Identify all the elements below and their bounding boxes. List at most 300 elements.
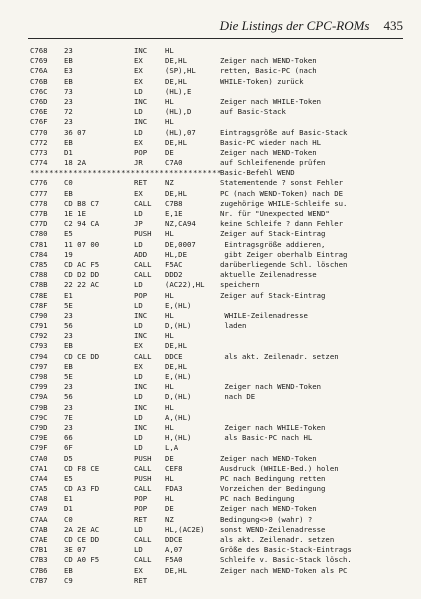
mnemonic: JP bbox=[134, 219, 143, 229]
listing-line bbox=[30, 413, 410, 423]
opcode-bytes: 73 bbox=[64, 86, 73, 96]
operand: DE bbox=[165, 504, 174, 514]
opcode-bytes: 23 bbox=[64, 310, 73, 320]
listing-line bbox=[30, 566, 410, 576]
comment: Basic-PC wieder nach HL bbox=[220, 137, 322, 147]
address: C784 bbox=[30, 249, 48, 259]
comment: retten, Basic-PC (nach bbox=[220, 66, 317, 76]
operand: E,(HL) bbox=[165, 300, 192, 310]
listing-line bbox=[30, 352, 410, 362]
operand: E,1E bbox=[165, 209, 183, 218]
mnemonic: LD bbox=[134, 107, 143, 117]
listing-line bbox=[30, 117, 410, 127]
address: C794 bbox=[30, 351, 48, 361]
page-header bbox=[28, 18, 403, 36]
listing-line bbox=[30, 148, 410, 158]
mnemonic: EX bbox=[134, 76, 143, 86]
mnemonic: LD bbox=[134, 372, 143, 381]
listing-line bbox=[30, 535, 410, 545]
operand: HL bbox=[165, 290, 174, 300]
listing-line bbox=[30, 515, 410, 525]
listing-line bbox=[30, 555, 410, 565]
address: C791 bbox=[30, 321, 48, 331]
mnemonic: ADD bbox=[134, 249, 148, 259]
comment: als akt. Zeilenadr. setzen bbox=[220, 535, 335, 544]
opcode-bytes: E1 bbox=[64, 494, 73, 504]
operand: CEF8 bbox=[165, 463, 183, 473]
listing-line bbox=[30, 178, 410, 188]
opcode-bytes: C0 bbox=[64, 514, 73, 524]
operand: HL bbox=[165, 117, 174, 127]
opcode-bytes: CD B8 C7 bbox=[64, 198, 100, 208]
operand: HL bbox=[165, 310, 174, 320]
address: C76E bbox=[30, 107, 48, 117]
address: C76F bbox=[30, 117, 48, 127]
mnemonic: LD bbox=[134, 545, 143, 555]
listing-line bbox=[30, 189, 410, 199]
comment: Vorzeichen der Bedingung bbox=[220, 484, 326, 494]
operand: DE,HL bbox=[165, 565, 187, 575]
operand: E,(HL) bbox=[165, 372, 192, 381]
mnemonic: LD bbox=[134, 433, 143, 443]
comment: Eintragsgröße addieren, bbox=[220, 239, 326, 249]
opcode-bytes: EB bbox=[64, 188, 73, 198]
address: C776 bbox=[30, 178, 48, 188]
address: C7B6 bbox=[30, 565, 48, 575]
listing-line bbox=[30, 403, 410, 413]
operand: DDCE bbox=[165, 535, 183, 544]
mnemonic: PUSH bbox=[134, 229, 152, 239]
comment: speichern bbox=[220, 280, 260, 290]
address: C7AA bbox=[30, 514, 48, 524]
page-number: 435 bbox=[383, 18, 403, 33]
listing-line bbox=[30, 199, 410, 209]
mnemonic: LD bbox=[134, 86, 143, 96]
comment: Zeiger nach WHILE-Token bbox=[220, 422, 326, 432]
opcode-bytes: 66 bbox=[64, 433, 73, 443]
operand: HL bbox=[165, 96, 174, 106]
comment: aktuelle Zeilenadresse bbox=[220, 270, 317, 280]
listing-line bbox=[30, 443, 410, 453]
opcode-bytes: E5 bbox=[64, 229, 73, 239]
listing-line bbox=[30, 494, 410, 504]
address: C781 bbox=[30, 239, 48, 249]
mnemonic: LD bbox=[134, 280, 143, 290]
address: C7B3 bbox=[30, 555, 48, 565]
opcode-bytes: 23 bbox=[64, 96, 73, 106]
address: C769 bbox=[30, 56, 48, 66]
address: C76D bbox=[30, 96, 48, 106]
operand: DE bbox=[165, 147, 174, 157]
address: C76B bbox=[30, 76, 48, 86]
operand: HL bbox=[165, 229, 174, 239]
mnemonic: LD bbox=[134, 209, 143, 218]
operand: C7B8 bbox=[165, 198, 183, 208]
listing-line bbox=[30, 260, 410, 270]
operand: DE,0007 bbox=[165, 239, 196, 249]
comment: darüberliegende Schl. löschen bbox=[220, 259, 348, 269]
comment: PC (nach WEND-Token) nach DE bbox=[220, 188, 344, 198]
operand: HL bbox=[165, 494, 174, 504]
operand: NZ bbox=[165, 178, 174, 188]
opcode-bytes: D1 bbox=[64, 504, 73, 514]
address: C768 bbox=[30, 46, 48, 55]
comment: Statementende ? sonst Fehler bbox=[220, 178, 344, 188]
operand: HL bbox=[165, 46, 174, 55]
opcode-bytes: EB bbox=[64, 565, 73, 575]
address: C777 bbox=[30, 188, 48, 198]
address: C76A bbox=[30, 66, 48, 76]
comment: Zeiger nach WEND-Token bbox=[220, 382, 322, 392]
address: C7B7 bbox=[30, 575, 48, 585]
opcode-bytes: D5 bbox=[64, 453, 73, 463]
section-stars: **************************************** bbox=[30, 168, 222, 178]
address: C79C bbox=[30, 412, 48, 422]
listing-line bbox=[30, 392, 410, 402]
address: C772 bbox=[30, 137, 48, 147]
listing-line bbox=[30, 341, 410, 351]
opcode-bytes: 23 bbox=[64, 117, 73, 127]
operand: DE,HL bbox=[165, 137, 187, 147]
listing-line bbox=[30, 504, 410, 514]
address: C788 bbox=[30, 270, 48, 280]
address: C77D bbox=[30, 219, 48, 229]
listing-line bbox=[30, 240, 410, 250]
comment: laden bbox=[220, 321, 247, 331]
listing-line bbox=[30, 128, 410, 138]
operand: (AC22),HL bbox=[165, 280, 205, 290]
comment: Zeiger nach WEND-Token bbox=[220, 504, 317, 514]
address: C7B1 bbox=[30, 545, 48, 555]
listing-line bbox=[30, 158, 410, 168]
mnemonic: CALL bbox=[134, 484, 152, 494]
opcode-bytes: 23 bbox=[64, 46, 73, 55]
opcode-bytes: E5 bbox=[64, 473, 73, 483]
address: C792 bbox=[30, 331, 48, 341]
opcode-bytes: EB bbox=[64, 341, 73, 351]
mnemonic: POP bbox=[134, 290, 148, 300]
comment: Bedingung<>0 (wahr) ? bbox=[220, 514, 313, 524]
opcode-bytes: CD CE DD bbox=[64, 351, 100, 361]
comment: WHILE-Token) zurück bbox=[220, 76, 304, 86]
mnemonic: LD bbox=[134, 300, 143, 310]
opcode-bytes: 11 07 00 bbox=[64, 239, 100, 249]
address: C773 bbox=[30, 147, 48, 157]
opcode-bytes: 56 bbox=[64, 392, 73, 402]
opcode-bytes: C9 bbox=[64, 575, 73, 585]
running-title: Die Listings der CPC-ROMs bbox=[219, 18, 370, 33]
opcode-bytes: 23 bbox=[64, 422, 73, 432]
address: C78B bbox=[30, 280, 48, 290]
listing-line bbox=[30, 321, 410, 331]
opcode-bytes: CD CE DD bbox=[64, 535, 100, 544]
mnemonic: POP bbox=[134, 494, 148, 504]
comment: keine Schleife ? dann Fehler bbox=[220, 219, 344, 229]
listing-line bbox=[30, 311, 410, 321]
operand: DE bbox=[165, 453, 174, 463]
opcode-bytes: 5E bbox=[64, 372, 73, 381]
comment: nach DE bbox=[220, 392, 256, 402]
listing-line bbox=[30, 382, 410, 392]
mnemonic: LD bbox=[134, 412, 143, 422]
comment: auf Basic-Stack bbox=[220, 107, 286, 117]
mnemonic: EX bbox=[134, 565, 143, 575]
listing-line bbox=[30, 545, 410, 555]
assembly-listing bbox=[30, 46, 410, 586]
address: C774 bbox=[30, 158, 48, 168]
operand: DE,HL bbox=[165, 56, 187, 66]
operand: NZ,CA94 bbox=[165, 219, 196, 229]
address: C79F bbox=[30, 443, 48, 453]
listing-line bbox=[30, 291, 410, 301]
mnemonic: CALL bbox=[134, 535, 152, 544]
listing-line bbox=[30, 301, 410, 311]
address: C7AE bbox=[30, 535, 48, 544]
comment: Zeiger nach WHILE-Token bbox=[220, 96, 322, 106]
listing-line bbox=[30, 250, 410, 260]
section-title: Basic-Befehl WEND bbox=[220, 168, 295, 178]
comment: Größe des Basic-Stack-Eintrags bbox=[220, 545, 352, 555]
operand: DE,HL bbox=[165, 361, 187, 371]
mnemonic: POP bbox=[134, 147, 148, 157]
listing-line bbox=[30, 66, 410, 76]
operand: DE,HL bbox=[165, 188, 187, 198]
comment: Zeiger auf Stack-Eintrag bbox=[220, 229, 326, 239]
address: C7A4 bbox=[30, 473, 48, 483]
operand: F5AC bbox=[165, 259, 183, 269]
opcode-bytes: 18 2A bbox=[64, 158, 86, 168]
comment: PC nach Bedingung bbox=[220, 494, 295, 504]
mnemonic: RET bbox=[134, 514, 148, 524]
opcode-bytes: 5E bbox=[64, 300, 73, 310]
address: C7A5 bbox=[30, 484, 48, 494]
address: C76C bbox=[30, 86, 48, 96]
listing-line bbox=[30, 107, 410, 117]
address: C778 bbox=[30, 198, 48, 208]
mnemonic: EX bbox=[134, 361, 143, 371]
opcode-bytes: 22 22 AC bbox=[64, 280, 100, 290]
mnemonic: INC bbox=[134, 96, 148, 106]
opcode-bytes: EB bbox=[64, 56, 73, 66]
mnemonic: CALL bbox=[134, 463, 152, 473]
address: C79A bbox=[30, 392, 48, 402]
mnemonic: LD bbox=[134, 239, 143, 249]
comment: Schleife v. Basic-Stack lösch. bbox=[220, 555, 352, 565]
operand: (HL),E bbox=[165, 86, 192, 96]
opcode-bytes: CD AC F5 bbox=[64, 259, 100, 269]
mnemonic: EX bbox=[134, 137, 143, 147]
comment: Zeiger nach WEND-Token als PC bbox=[220, 565, 348, 575]
opcode-bytes: C2 94 CA bbox=[64, 219, 100, 229]
address: C799 bbox=[30, 382, 48, 392]
address: C770 bbox=[30, 127, 48, 137]
mnemonic: RET bbox=[134, 575, 148, 585]
opcode-bytes: 36 07 bbox=[64, 127, 86, 137]
listing-line bbox=[30, 46, 410, 56]
operand: NZ bbox=[165, 514, 174, 524]
operand: (HL),D bbox=[165, 107, 192, 117]
listing-line bbox=[30, 454, 410, 464]
opcode-bytes: EB bbox=[64, 361, 73, 371]
operand: L,A bbox=[165, 443, 179, 453]
mnemonic: CALL bbox=[134, 259, 152, 269]
listing-line bbox=[30, 77, 410, 87]
opcode-bytes: 3E 07 bbox=[64, 545, 86, 555]
mnemonic: LD bbox=[134, 443, 143, 453]
operand: A,07 bbox=[165, 545, 183, 555]
address: C79E bbox=[30, 433, 48, 443]
mnemonic: LD bbox=[134, 524, 143, 534]
operand: D,(HL) bbox=[165, 392, 192, 402]
mnemonic: EX bbox=[134, 341, 143, 351]
operand: HL,DE bbox=[165, 249, 187, 259]
opcode-bytes: 7E bbox=[64, 412, 73, 422]
listing-line bbox=[30, 138, 410, 148]
mnemonic: CALL bbox=[134, 555, 152, 565]
mnemonic: INC bbox=[134, 46, 148, 55]
header-rule bbox=[28, 38, 403, 39]
mnemonic: INC bbox=[134, 422, 148, 432]
opcode-bytes: 1E 1E bbox=[64, 209, 86, 218]
opcode-bytes: 6F bbox=[64, 443, 73, 453]
comment: Eintragsgröße auf Basic-Stack bbox=[220, 127, 348, 137]
opcode-bytes: CD A3 FD bbox=[64, 484, 100, 494]
listing-line bbox=[30, 474, 410, 484]
operand: DDD2 bbox=[165, 270, 183, 280]
comment: auf Schleifenende prüfen bbox=[220, 158, 326, 168]
section-header bbox=[30, 168, 410, 178]
mnemonic: INC bbox=[134, 117, 148, 127]
opcode-bytes: EB bbox=[64, 76, 73, 86]
address: C7A9 bbox=[30, 504, 48, 514]
mnemonic: INC bbox=[134, 331, 148, 341]
mnemonic: PUSH bbox=[134, 453, 152, 463]
operand: C7A0 bbox=[165, 158, 183, 168]
mnemonic: EX bbox=[134, 56, 143, 66]
opcode-bytes: CD F8 CE bbox=[64, 463, 100, 473]
opcode-bytes: 23 bbox=[64, 402, 73, 412]
listing-line bbox=[30, 423, 410, 433]
mnemonic: CALL bbox=[134, 270, 152, 280]
address: C797 bbox=[30, 361, 48, 371]
mnemonic: INC bbox=[134, 402, 148, 412]
operand: HL bbox=[165, 331, 174, 341]
comment: zugehörige WHILE-Schleife su. bbox=[220, 198, 348, 208]
address: C7A8 bbox=[30, 494, 48, 504]
opcode-bytes: E1 bbox=[64, 290, 73, 300]
opcode-bytes: EB bbox=[64, 137, 73, 147]
comment: Zeiger auf Stack-Eintrag bbox=[220, 290, 326, 300]
mnemonic: PUSH bbox=[134, 473, 152, 483]
mnemonic: INC bbox=[134, 310, 148, 320]
comment: Zeiger nach WEND-Token bbox=[220, 453, 317, 463]
operand: HL bbox=[165, 422, 174, 432]
mnemonic: CALL bbox=[134, 351, 152, 361]
operand: D,(HL) bbox=[165, 321, 192, 331]
opcode-bytes: 23 bbox=[64, 331, 73, 341]
listing-line bbox=[30, 576, 410, 586]
comment: gibt Zeiger oberhalb Eintrag bbox=[220, 249, 348, 259]
opcode-bytes: 56 bbox=[64, 321, 73, 331]
mnemonic: LD bbox=[134, 392, 143, 402]
listing-line bbox=[30, 464, 410, 474]
listing-line bbox=[30, 525, 410, 535]
comment: PC nach Bedingung retten bbox=[220, 473, 326, 483]
operand: HL bbox=[165, 473, 174, 483]
mnemonic: EX bbox=[134, 66, 143, 76]
opcode-bytes: E3 bbox=[64, 66, 73, 76]
listing-line bbox=[30, 372, 410, 382]
listing-line bbox=[30, 270, 410, 280]
address: C790 bbox=[30, 310, 48, 320]
address: C78F bbox=[30, 300, 48, 310]
mnemonic: POP bbox=[134, 504, 148, 514]
opcode-bytes: 2A 2E AC bbox=[64, 524, 100, 534]
listing-line bbox=[30, 219, 410, 229]
operand: HL,(AC2E) bbox=[165, 524, 205, 534]
address: C7AB bbox=[30, 524, 48, 534]
address: C785 bbox=[30, 259, 48, 269]
address: C78E bbox=[30, 290, 48, 300]
address: C79B bbox=[30, 402, 48, 412]
listing-line bbox=[30, 229, 410, 239]
address: C780 bbox=[30, 229, 48, 239]
operand: H,(HL) bbox=[165, 433, 192, 443]
listing-line bbox=[30, 56, 410, 66]
operand: DE,HL bbox=[165, 76, 187, 86]
operand: (SP),HL bbox=[165, 66, 196, 76]
opcode-bytes: CD D2 DD bbox=[64, 270, 100, 280]
opcode-bytes: 23 bbox=[64, 382, 73, 392]
mnemonic: EX bbox=[134, 188, 143, 198]
listing-line bbox=[30, 331, 410, 341]
mnemonic: LD bbox=[134, 127, 143, 137]
listing-line bbox=[30, 484, 410, 494]
comment: Ausdruck (WHILE-Bed.) holen bbox=[220, 463, 339, 473]
opcode-bytes: 19 bbox=[64, 249, 73, 259]
listing-line bbox=[30, 280, 410, 290]
comment: sonst WEND-Zeilenadresse bbox=[220, 524, 326, 534]
opcode-bytes: CD A0 F5 bbox=[64, 555, 100, 565]
mnemonic: JR bbox=[134, 158, 143, 168]
mnemonic: LD bbox=[134, 321, 143, 331]
comment: Nr. für "Unexpected WEND" bbox=[220, 209, 330, 218]
opcode-bytes: D1 bbox=[64, 147, 73, 157]
address: C798 bbox=[30, 372, 48, 381]
address: C7A1 bbox=[30, 463, 48, 473]
mnemonic: RET bbox=[134, 178, 148, 188]
operand: A,(HL) bbox=[165, 412, 192, 422]
operand: F5A0 bbox=[165, 555, 183, 565]
comment: Zeiger nach WEND-Token bbox=[220, 147, 317, 157]
operand: (HL),07 bbox=[165, 127, 196, 137]
mnemonic: INC bbox=[134, 382, 148, 392]
operand: DE,HL bbox=[165, 341, 187, 351]
comment: Zeiger nach WEND-Token bbox=[220, 56, 317, 66]
address: C77B bbox=[30, 209, 48, 218]
listing-line bbox=[30, 362, 410, 372]
operand: FDA3 bbox=[165, 484, 183, 494]
address: C793 bbox=[30, 341, 48, 351]
listing-line bbox=[30, 97, 410, 107]
address: C79D bbox=[30, 422, 48, 432]
opcode-bytes: 72 bbox=[64, 107, 73, 117]
operand: DDCE bbox=[165, 351, 183, 361]
address: C7A0 bbox=[30, 453, 48, 463]
operand: HL bbox=[165, 382, 174, 392]
opcode-bytes: C0 bbox=[64, 178, 73, 188]
comment: als akt. Zeilenadr. setzen bbox=[220, 351, 339, 361]
